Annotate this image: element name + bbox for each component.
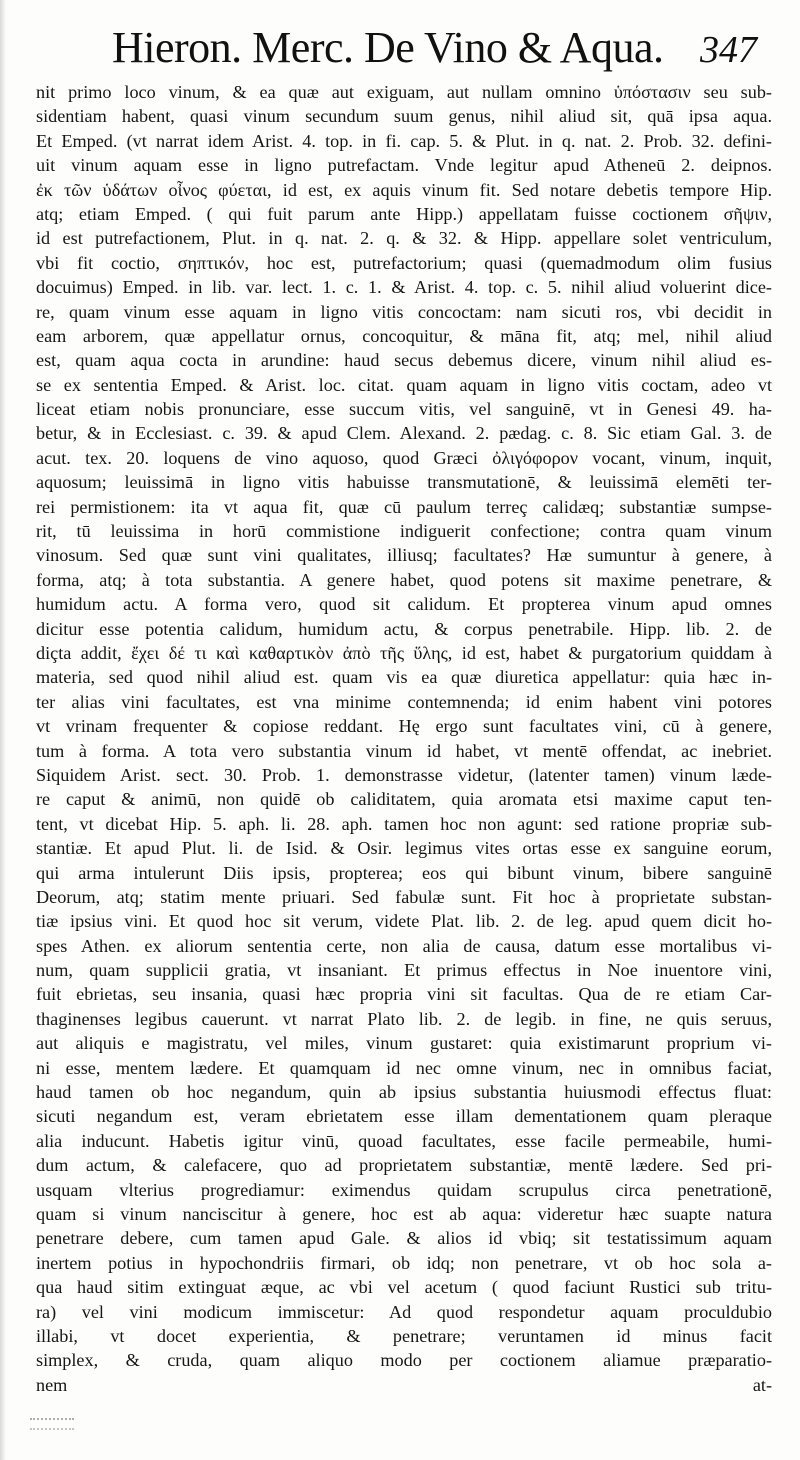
text-line: sidentiam habent, quasi vinum secundum suum genus, nihil aliud sit, quā ipsa aqua. [36,106,772,127]
text-line: alia inducunt. Habetis igitur vinū, quoad facultates, esse facile permeabile, humi- [36,1130,772,1151]
text-line: qui arma intulerunt Diis ipsis, propterea; eos qui bibunt vinum, bibere sanguinē [36,862,772,883]
text-line: haud tamen ob hoc negandum, quin ab ipsius substantia huiusmodi effectus fluat: [36,1082,772,1103]
text-line: sicuti negandum est, veram ebrietatem esse illam dementationem quam pleraque [36,1106,772,1127]
text-line: aut aliquis e magistratu, vel miles, vinum gustaret: quia existimarunt proprium vi- [36,1033,772,1054]
text-line: qua haud sitim extinguat æque, ac vbi vel acetum ( quod faciunt Rustici sub tritu- [36,1277,772,1298]
text-line: uit vinum aquam esse in ligno putrefactam. Vnde legitur apud Atheneū 2. deipnos. [36,155,772,176]
text-line: simplex, & cruda, quam aliquo modo per coctionem aliamue præparatio- [36,1350,772,1371]
text-line: illabi, vt docet experientia, & penetrare; veruntamen id minus facit [36,1325,772,1346]
marginal-ink-mark [30,1418,74,1430]
text-line: dum actum, & calefacere, quo ad proprietatem substantiæ, mentē lædere. Sed pri- [36,1155,772,1176]
text-line: docuimus) Emped. in lib. var. lect. 1. c. 1. & Arist. 4. top. c. 5. nihil aliud voluerint dice- [36,277,772,298]
text-line: eam arborem, quæ appellatur ornus, concoquitur, & māna fit, atq; mel, nihil aliud [36,325,772,346]
running-title: Hieron. Merc. De Vino & Aqua. [112,23,664,72]
text-line: quam si vinum nanciscitur à genere, hoc est ab aqua: videretur hæc suapte natura [36,1203,772,1224]
text-line: re, quam vinum esse aquam in ligno vitis concoctam: nam sicuti ros, vbi decidit in [36,301,772,322]
text-line: Deorum, atq; statim mente priuari. Sed fabulæ sunt. Fit hoc à proprietate substan- [36,886,772,907]
text-line: Siquidem Arist. sect. 30. Prob. 1. demonstrasse videtur, (latenter tamen) vinum læde- [36,764,772,785]
catchword [36,1397,772,1421]
text-line: ra) vel vini modicum immiscetur: Ad quod respondetur aquam proculdubio [36,1301,772,1322]
text-line: diçta addit, ἔχει δέ τι καὶ καθαρτικὸν ἀπὸ τῆς ὕλης, id est, habet & purgatorium quiddam à [36,642,772,663]
text-line: humidum actu. A forma vero, quod sit calidum. Et propterea vinum apud omnes [36,594,772,615]
page-edge-shadow [0,0,6,1460]
text-line: tum à forma. A tota vero substantia vinum id habet, vt mentē offendat, ac inebriet. [36,740,772,761]
text-line: se ex sententia Emped. & Arist. loc. citat. quam aquam in ligno vitis coctam, adeo vt [36,374,772,395]
text-line: aquosum; leuissimā in ligno vitis habuisse transmutationē, & leuissimā elemēti ter- [36,472,772,493]
text-line: liceat etiam nobis pronunciare, esse succum vitis, vel sanguinē, vt in Genesi 49. ha- [36,399,772,420]
text-line: betur, & in Ecclesiast. c. 39. & apud Clem. Alexand. 2. pædag. c. 8. Sic etiam Gal. 3. de [36,423,772,444]
text-line: id est putrefactionem, Plut. in q. nat. 2. q. & 32. & Hipp. appellare solet ventriculum, [36,228,772,249]
body-text [36,80,772,1421]
text-line: vbi fit coctio, σηπτικόν, hoc est, putrefactorium; quasi (quemadmodum olim fusius [36,252,772,273]
text-line: est, quam aqua cocta in arundine: haud secus debemus dicere, vinum nihil aliud es- [36,350,772,371]
text-line: rit, tū leuissima in horū commistione indiguerit confectione; contra quam vinum [36,521,772,542]
text-line: usquam vlterius progrediamur: eximendus quidam scrupulus circa penetrationē, [36,1179,772,1200]
text-line: Et Emped. (vt narrat idem Arist. 4. top. in fi. cap. 5. & Plut. in q. nat. 2. Prob. 32. defini- [36,130,772,151]
text-line: penetrare debere, cum tamen apud Gale. & alios id vbiq; sit testatissimum aquam [36,1228,772,1249]
text-line: stantiæ. Et apud Plut. li. de Isid. & Osir. legimus vites ortas esse ex sanguine eorum, [36,838,772,859]
text-line: re caput & animū, non quidē ob caliditatem, quia aromata etsi maxime caput ten- [36,789,772,810]
text-line: num, quam supplicii gratia, vt insaniant. Et primus effectus in Noe inuentore vini, [36,960,772,981]
text-line: tent, vt dicebat Hip. 5. aph. li. 28. aph. tamen hoc non agunt: sed ratione propriæ sub- [36,813,772,834]
page-header [0,18,800,78]
text-line: inertem potius in hypochondriis firmari, ob idq; non penetrare, vt ob hoc sola a- [36,1252,772,1273]
text-line: materia, sed quod nihil aliud est. quam vis ea quæ diuretica appellatur: quia hæc in- [36,667,772,688]
text-line: dicitur esse potentia calidum, humidum actu, & corpus penetrabile. Hipp. lib. 2. de [36,618,772,639]
text-line: ter alias vini facultates, est vna minime contemnenda; id enim habent vini potores [36,691,772,712]
text-line: forma, atq; à tota substantia. A genere habet, quod potens sit maxime penetrare, & [36,569,772,590]
text-line: thaginenses legibus cauerunt. vt narrat Plato lib. 2. de legib. in fine, ne quis seruus, [36,1008,772,1029]
text-line: acut. tex. 20. loquens de vino aquoso, quod Græci ὀλιγόφορον vocant, vinum, inquit, [36,447,772,468]
text-line: nem at- [36,1374,772,1395]
text-line: vt vrinam frequenter & copiose reddant. Hę ergo sunt facultates vini, cū à genere, [36,716,772,737]
text-line: atq; etiam Emped. ( qui fuit parum ante Hipp.) appellatam fuisse coctionem σῆψιν, [36,203,772,224]
text-line: rei permistionem: ita vt aqua fit, quæ cū paulum terreç calidæq; substantiæ sumpse- [36,496,772,517]
text-line: fuit ebrietas, seu insania, quasi hæc propria vini sit facultas. Qua de re etiam Car- [36,984,772,1005]
text-line: ἐκ τῶν ὑδάτων οἶνος φύεται, id est, ex aquis vinum fit. Sed notare debetis tempore Hip. [36,179,772,200]
text-line: ni esse, mentem lædere. Et quamquam id nec omne vinum, nec in omnibus faciat, [36,1057,772,1078]
text-line: tiæ ipsius vini. Et quod hoc sit verum, videte Plat. lib. 2. de leg. apud quem dicit ho- [36,911,772,932]
text-line: nit primo loco vinum, & ea quæ aut exiguam, aut nullam omnino ὑπόστασιν seu sub- [36,82,772,102]
text-line: vinosum. Sed quæ sunt vini qualitates, illiusq; facultates? Hæ sumuntur à genere, à [36,545,772,566]
text-line: spes Athen. ex aliorum sententia certe, non alia de causa, datum esse mortalibus vi- [36,935,772,956]
page-number: 347 [700,29,757,71]
